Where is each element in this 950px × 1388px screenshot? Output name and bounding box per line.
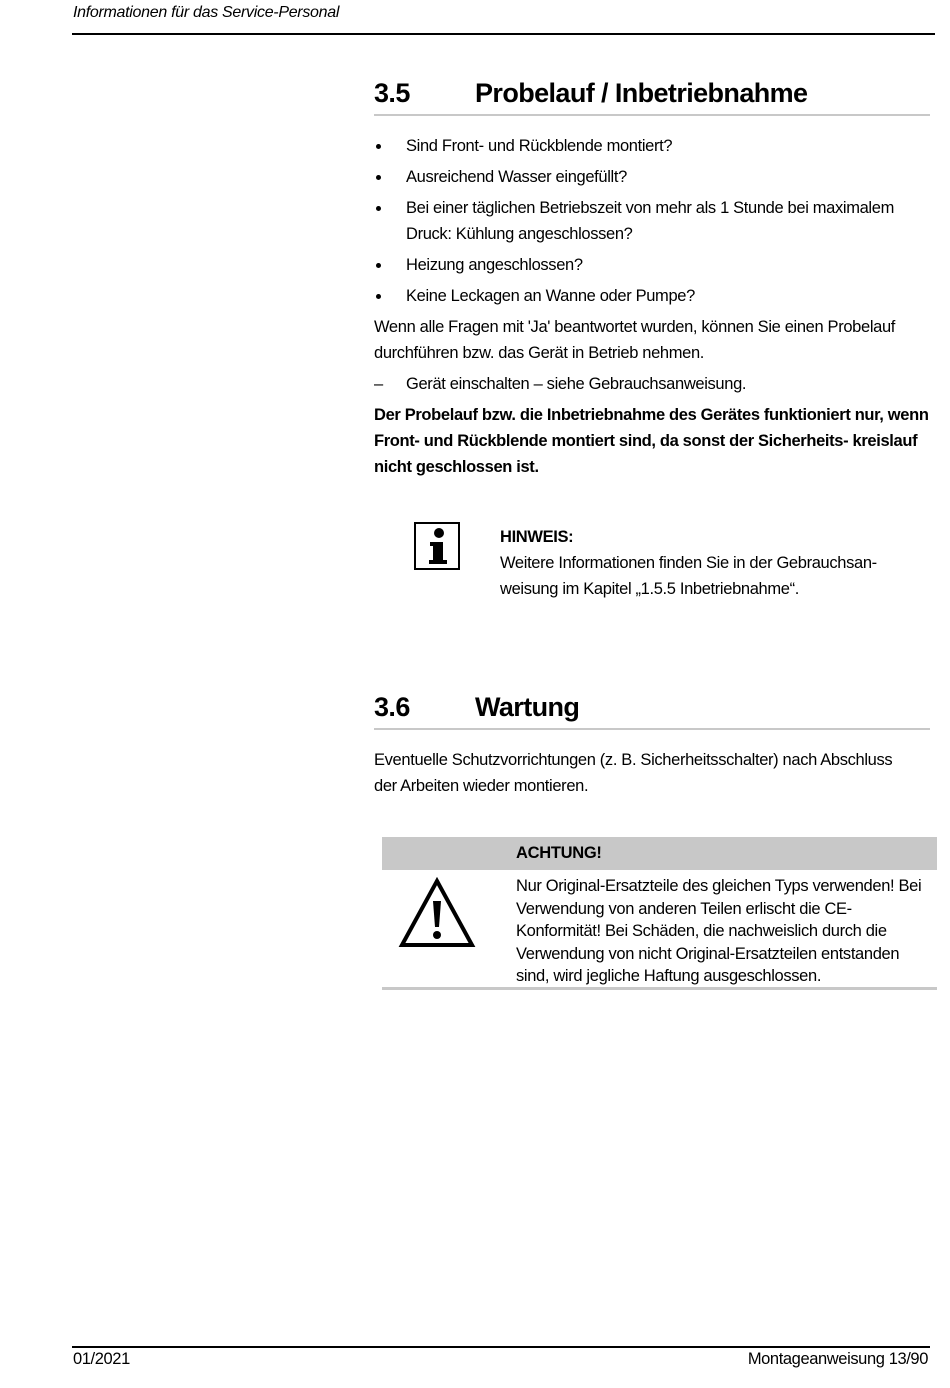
dash-list-item <box>374 371 934 397</box>
section-heading-3-6 <box>374 690 930 730</box>
note-text-line-1: Weitere Informationen finden Sie in der Gebrauchsan- <box>500 554 877 572</box>
footer-page-info: Montageanweisung 13/90 <box>747 1350 928 1368</box>
footer-divider <box>72 1346 930 1348</box>
footer-date: 01/2021 <box>73 1350 130 1368</box>
section-number: 3.5 <box>374 78 410 108</box>
section-title: Probelauf / Inbetriebnahme <box>475 78 808 108</box>
section-3-6-paragraph: Eventuelle Schutzvorrichtungen (z. B. Sicherheitsschalter) nach Abschluss der Arbeiten wieder montieren. <box>374 751 893 795</box>
list-item: Heizung angeschlossen? <box>374 252 934 278</box>
warning-box <box>382 837 937 990</box>
section-3-5-body <box>374 133 934 480</box>
checklist <box>374 133 934 309</box>
list-item: Sind Front- und Rückblende montiert? <box>374 133 934 159</box>
bullet-icon <box>376 294 381 299</box>
dash-item-text: Gerät einschalten – siehe Gebrauchsanweisung. <box>406 375 747 393</box>
warning-title: ACHTUNG! <box>516 844 602 862</box>
header-divider <box>72 33 935 35</box>
bullet-icon <box>376 175 381 180</box>
note-title: HINWEIS: <box>500 528 574 546</box>
list-item: Ausreichend Wasser eingefüllt? <box>374 164 934 190</box>
info-icon <box>414 522 460 570</box>
warning-header-bar <box>382 837 937 870</box>
section-heading-3-5 <box>374 76 930 116</box>
list-item: Keine Leckagen an Wanne oder Pumpe? <box>374 283 934 309</box>
bullet-icon <box>376 206 381 211</box>
section-title: Wartung <box>475 692 580 722</box>
dash-marker: – <box>374 375 383 393</box>
list-item: Bei einer täglichen Betriebszeit von mehr als 1 Stunde bei maximalem Druck: Kühlung angeschlossen? <box>374 195 934 247</box>
warning-text: Nur Original-Ersatzteile des gleichen Typs verwenden! Bei Verwendung von anderen Teilen erlischt die CE-Konformität! Bei Schäden, die nachweislich durch die Verwendung von nicht Original-Ersatzteilen entstanden sind, wird jegliche Haftung ausgeschlossen. <box>516 877 922 985</box>
bullet-icon <box>376 144 381 149</box>
note-text-line-2: weisung im Kapitel „1.5.5 Inbetriebnahme“. <box>500 580 799 598</box>
page-header-title: Informationen für das Service-Personal <box>73 4 340 21</box>
bold-warning-paragraph: Der Probelauf bzw. die Inbetriebnahme des Gerätes funktioniert nur, wenn Front- und Rückblende montiert sind, da sonst der Sicherheits- kreislauf nicht geschlossen ist. <box>374 406 929 476</box>
bullet-icon <box>376 263 381 268</box>
section-number: 3.6 <box>374 692 410 722</box>
note-block <box>500 524 920 602</box>
warning-triangle-icon <box>398 877 476 949</box>
paragraph: Wenn alle Fragen mit 'Ja' beantwortet wurden, können Sie einen Probelauf durchführen bzw. das Gerät in Betrieb nehmen. <box>374 318 896 362</box>
